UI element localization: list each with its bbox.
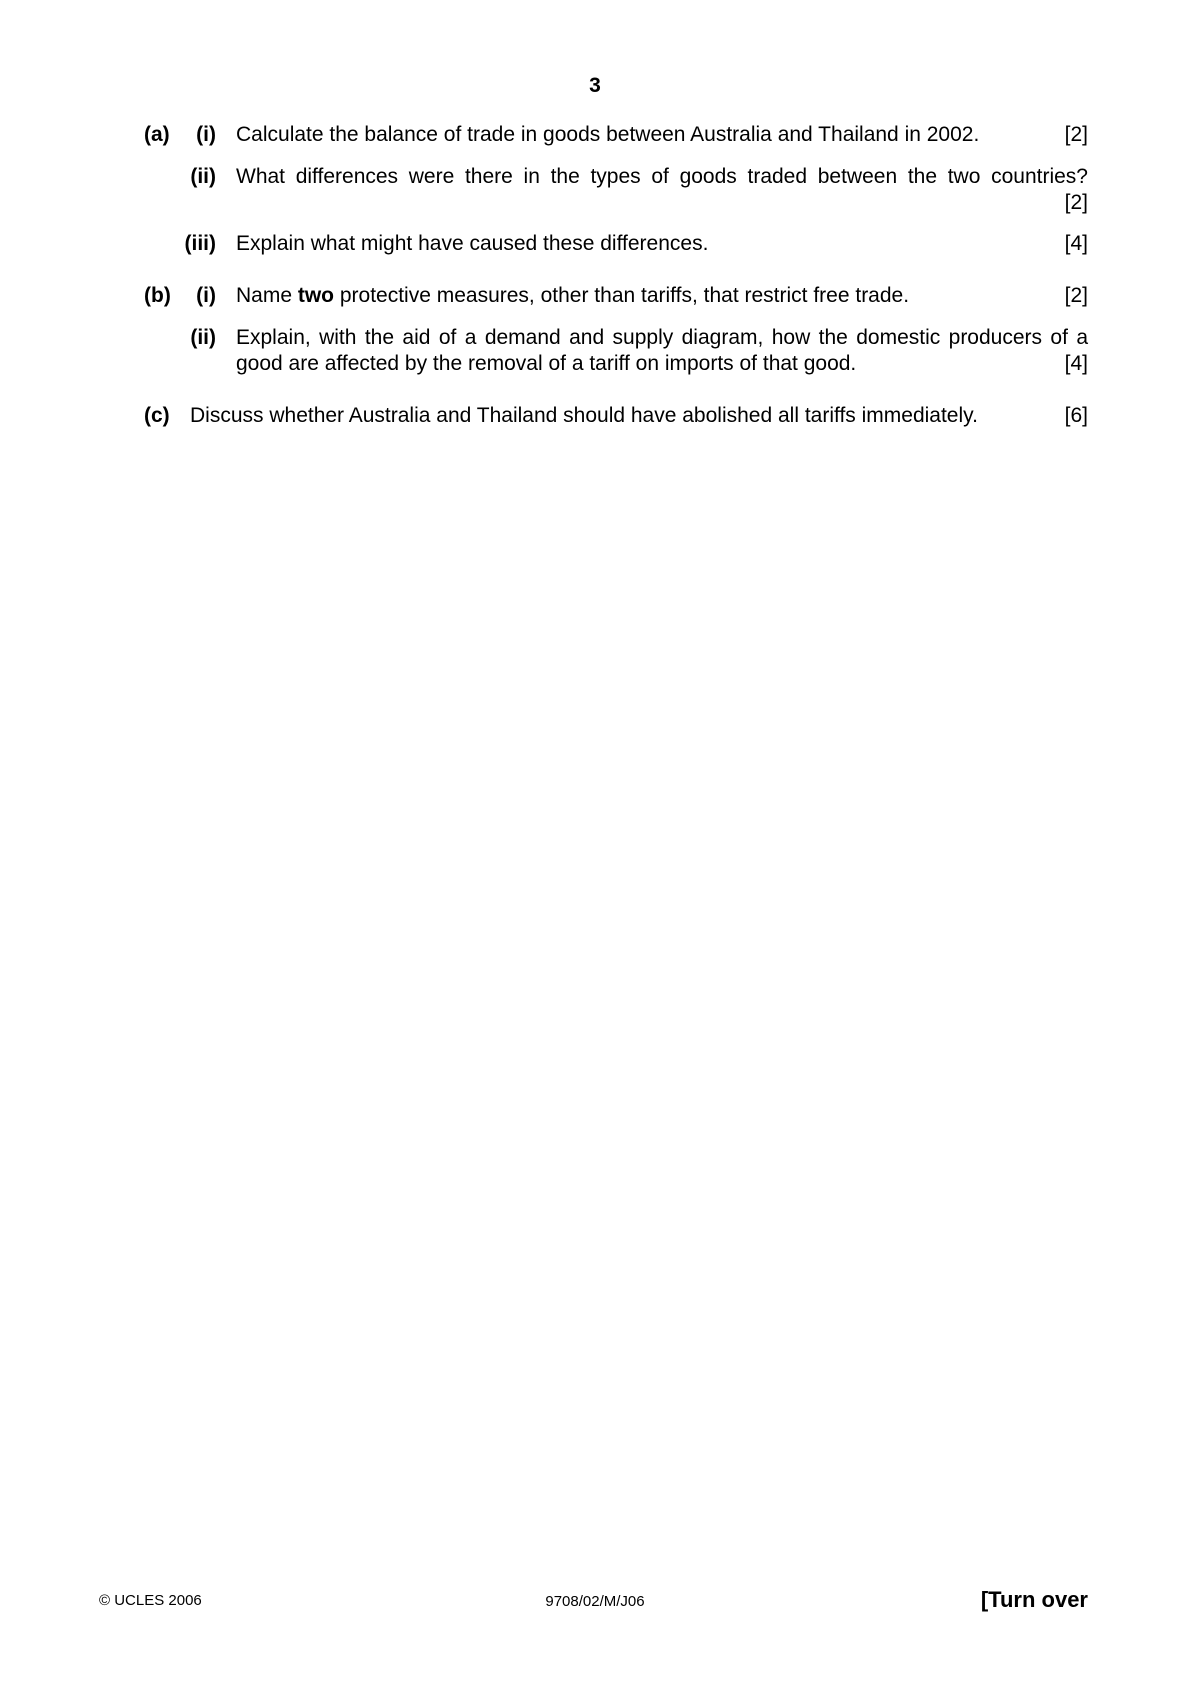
- question-b-i-text-bold: two: [297, 284, 335, 307]
- question-a-ii-mark: [2]: [1064, 191, 1088, 214]
- footer-copyright: © UCLES 2006: [99, 1592, 202, 1609]
- question-b-ii-mark: [4]: [1064, 352, 1088, 375]
- question-a-ii-label: (ii): [190, 165, 216, 188]
- question-a-label: (a): [144, 123, 170, 146]
- question-a-ii-text: What differences were there in the types of goods traded between the two countries?: [236, 165, 1088, 188]
- question-b-label: (b): [144, 284, 171, 307]
- question-a-i-mark: [2]: [1064, 123, 1088, 146]
- question-b-ii-line1: Explain, with the aid of a demand and supply diagram, how the domestic producers of a: [236, 326, 1088, 349]
- question-b-i-label: (i): [196, 284, 216, 307]
- footer-turn-over: [Turn over: [980, 1587, 1088, 1612]
- question-c-mark: [6]: [1064, 404, 1088, 427]
- question-b-i-mark: [2]: [1064, 284, 1088, 307]
- question-b-i-text-before: Name: [236, 284, 298, 307]
- question-a-iii-label: (iii): [184, 232, 216, 255]
- question-a-i-text: Calculate the balance of trade in goods between Australia and Thailand in 2002.: [236, 123, 980, 146]
- question-a-i-label: (i): [196, 123, 216, 146]
- question-b-ii-line2: good are affected by the removal of a tariff on imports of that good.: [236, 352, 857, 375]
- question-b-i-text-after: protective measures, other than tariffs, that restrict free trade.: [334, 284, 910, 307]
- footer-paper-code: 9708/02/M/J06: [545, 1593, 645, 1610]
- question-c-text: Discuss whether Australia and Thailand should have abolished all tariffs immediately.: [190, 404, 978, 427]
- question-b-i-text: [236, 283, 1088, 309]
- question-b-ii-label: (ii): [190, 326, 216, 349]
- question-a-iii-mark: [4]: [1064, 232, 1088, 255]
- question-a-iii-text: Explain what might have caused these differences.: [236, 232, 709, 255]
- question-c-label: (c): [144, 404, 170, 427]
- page-number: 3: [589, 74, 601, 97]
